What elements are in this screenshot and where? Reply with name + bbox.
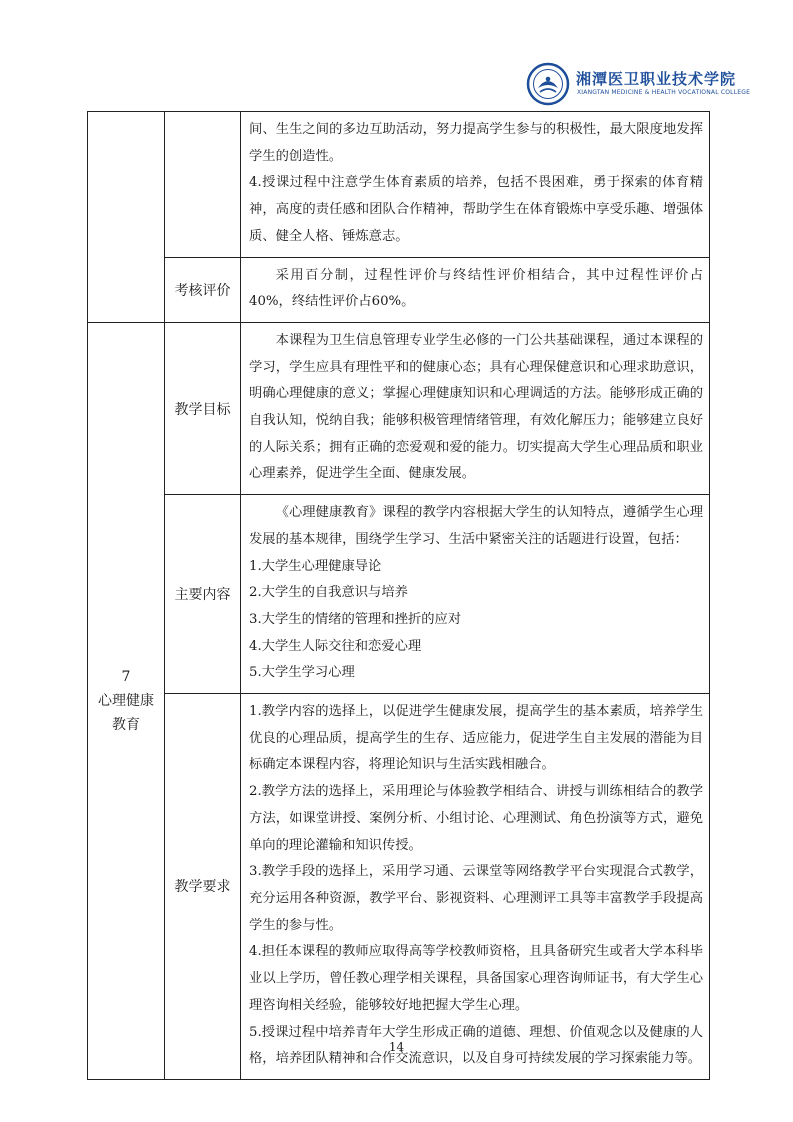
list-item: 4.担任本课程的教师应取得高等学校教师资格，且具备研究生或者大学本科毕业以上学历，曾任教心理学相关课程，具备国家心理咨询师证书，有大学生心理咨询相关经验，能够较好地把握大学生心理。 [249,944,703,1013]
school-logo [526,62,751,110]
table-row [88,495,710,694]
content-label: 主要内容 [165,495,241,694]
list-item: 2.教学方法的选择上，采用理论与体验教学相结合、讲授与训练相结合的教学方法，如课堂讲授、案例分析、小组讨论、心理测试、角色扮演等方式，避免单向的理论灌输和知识传授。 [249,784,703,853]
table-row [88,322,710,494]
list-item: 5.授课过程中培养青年大学生形成正确的道德、理想、价值观念以及健康的人格，培养团队精神和合作交流意识，以及自身可持续发展的学习探索能力等。 [249,1024,703,1067]
list-item: 1.大学生心理健康导论 [249,558,382,574]
list-item: 4.大学生人际交往和恋爱心理 [249,638,422,654]
prev-requirements-cell [241,112,710,258]
list-item: 5.大学生学习心理 [249,665,355,681]
objectives-text: 本课程为卫生信息管理专业学生必修的一门公共基础课程，通过本课程的学习，学生应具有理性平和的健康心态；具有心理保健意识和心理求助意识，明确心理健康的意义；掌握心理健康知识和心理调适的方法。能够形成正确的自我认知，悦纳自我；能够积极管理情绪管理，有效化解压力；能够建立良好的人际关系；拥有正确的恋爱观和爱的能力。切实提高大学生心理品质和职业心理素养，促进学生全面、健康发展。 [241,322,710,494]
list-item: 1.教学内容的选择上，以促进学生健康发展，提高学生的基本素质，培养学生优良的心理品质，提高学生的生存、适应能力，促进学生自主发展的潜能为目标确定本课程内容，将理论知识与生活实践相融合。 [249,704,703,773]
school-emblem-icon [526,62,570,106]
prev-course-number-cell [88,112,165,323]
assessment-text: 采用百分制，过程性评价与终结性评价相结合，其中过程性评价占40%，终结性评价占60%。 [241,257,710,322]
course-name: 心理健康教育 [98,692,154,733]
content-cell [241,495,710,694]
table-row [88,257,710,322]
course-number: 7 [121,668,131,685]
requirements-cell [241,694,710,1080]
list-item: 3.大学生的情绪的管理和挫折的应对 [249,611,462,627]
table-row [88,112,710,258]
paragraph: 4.授课过程中注意学生体育素质的培养，包括不畏困难，勇于探索的体育精神，高度的责任感和团队合作精神，帮助学生在体育锻炼中享受乐趣、增强体质、健全人格、锤炼意志。 [249,175,703,244]
course-table [87,111,710,1080]
prev-requirements-label-cell [165,112,241,258]
table-row [88,694,710,1080]
list-item: 3.教学手段的选择上，采用学习通、云课堂等网络教学平台实现混合式教学，充分运用各种资源，教学平台、影视资料、心理测评工具等丰富教学手段提高学生的参与性。 [249,864,703,933]
assessment-label: 考核评价 [165,257,241,322]
course-number-cell [88,322,165,1079]
school-name-cn: 湘潭医卫职业技术学院 [576,70,737,88]
paragraph: 间、生生之间的多边互助活动，努力提高学生参与的积极性，最大限度地发挥学生的创造性。 [249,122,703,164]
content-intro: 《心理健康教育》课程的教学内容根据大学生的认知特点，遵循学生心理发展的基本规律，围绕学生学习、生活中紧密关注的话题进行设置，包括： [249,505,703,547]
list-item: 2.大学生的自我意识与培养 [249,585,408,601]
requirements-label: 教学要求 [165,694,241,1080]
page-number: 14 [388,1040,405,1054]
objectives-label: 教学目标 [165,322,241,494]
school-name-en: XIANGTAN MEDICINE & HEALTH VOCATIONAL COLLEGE [577,89,751,96]
